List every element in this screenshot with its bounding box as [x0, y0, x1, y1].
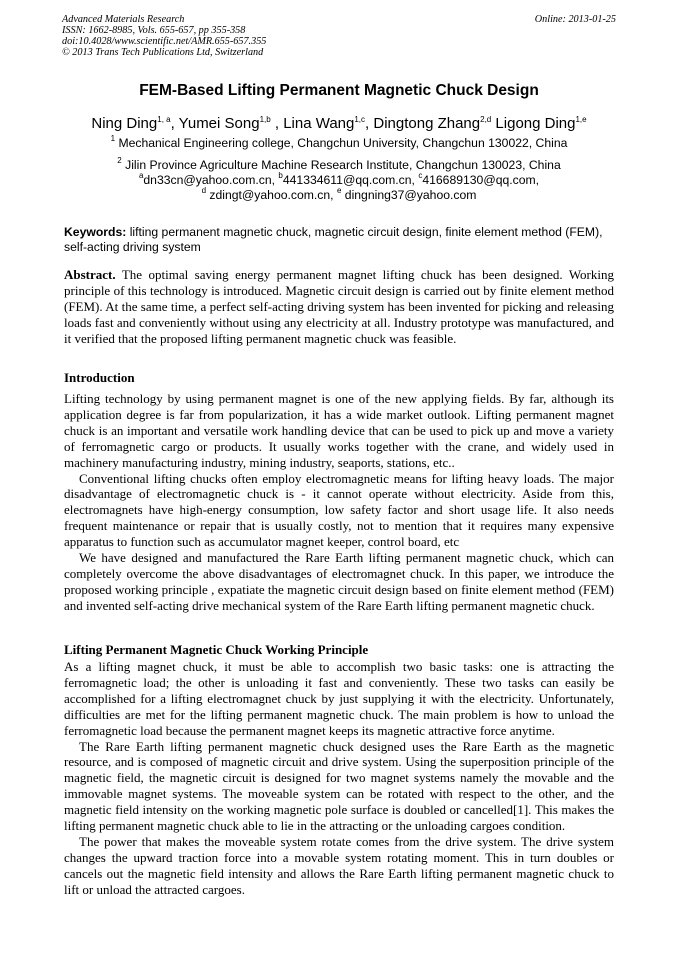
author-name: Ligong Ding: [495, 115, 576, 132]
author-sup: 1,e: [575, 115, 587, 124]
keywords-text: lifting permanent magnetic chuck, magnetic circuit design, finite element method (FEM), self-acting driving system: [64, 225, 603, 254]
email-sup: a: [138, 171, 144, 180]
abstract: [64, 267, 614, 347]
author-separator: ,: [170, 115, 179, 132]
email-address: dn33cn@yahoo.com.cn,: [143, 173, 279, 187]
paragraph: The power that makes the moveable system rotate comes from the drive system. The drive system changes the upward traction force into a movable system rotating moment. This in turn doubles or cancels out the magnetic field intensity and allows the Rare Earth lifting permanent magnetic chuck to lift or unload the attracted cargoes.: [64, 833, 614, 897]
affiliation-2: [0, 158, 678, 172]
email-sup: d: [201, 186, 207, 195]
journal-header: [62, 14, 616, 58]
email-line-1: [0, 173, 678, 187]
affiliation-sup: 1: [110, 134, 116, 143]
author-name: Lina Wang: [283, 115, 355, 132]
email-address: 441334611@qq.com.cn,: [282, 173, 419, 187]
author-name: Ning Ding: [91, 115, 158, 132]
paper-title: FEM-Based Lifting Permanent Magnetic Chuck Design: [139, 82, 539, 99]
email-address: 416689130@qq.com,: [422, 173, 540, 187]
online-date: Online: 2013-01-25: [534, 14, 616, 25]
email-sup: b: [278, 171, 283, 180]
journal-name: Advanced Materials Research: [62, 14, 185, 25]
section-heading-working-principle: Lifting Permanent Magnetic Chuck Working Principle: [64, 642, 369, 657]
affiliation-text: Mechanical Engineering college, Changchun University, Changchun 130022, China: [118, 136, 568, 150]
paragraph: Conventional lifting chucks often employ electromagnetic means for lifting heavy loads. The major disadvantage of electromagnetic chuck is - it cannot operate without electricity. Aside from this, electromagnets have high-energy consumption, low safety factor and short usage life. It also needs frequent maintenance or repair that is usually costly, not to mention that it requires many expensive apparatus to function such as accumulator magnet keeper, control board, etc: [64, 470, 614, 550]
author-separator: ,: [270, 115, 284, 132]
section-heading-introduction: Introduction: [64, 370, 135, 385]
author-sup: 1,b: [259, 115, 271, 124]
paragraph: We have designed and manufactured the Rare Earth lifting permanent magnetic chuck, which can completely overcome the above disadvantages of electromagnet chuck. In this paper, we introduce the proposed working principle , expatiate the magnetic circuit design based on finite element method (FEM) and invented self-acting drive mechanical system of the Rare Earth lifting permanent magnetic chuck.: [64, 550, 614, 613]
keywords-label: Keywords:: [64, 225, 127, 239]
paragraph: Lifting technology by using permanent magnet is one of the new applying fields. By far, although its application degree is far from popularization, it has a wide market outlook. Lifting permanent magnet chuck is an important and versatile work handling device that can be used to pick up and move a variety of ferromagnetic cargo or products. It usually works together with the crane, and widely used in machinery manufacturing industry, mining industry, seaports, stations, etc..: [64, 391, 614, 470]
author-list: [0, 115, 678, 132]
affiliation-text: Jilin Province Agriculture Machine Research Institute, Changchun 130023, China: [125, 158, 561, 172]
email-sup: c: [418, 171, 423, 180]
email-address: zdingt@yahoo.com.cn,: [206, 188, 337, 202]
email-sup: e: [336, 186, 342, 195]
author-sup: 2,d: [480, 115, 492, 124]
author-sup: 1,c: [354, 115, 366, 124]
paragraph: The Rare Earth lifting permanent magnetic chuck designed uses the Rare Earth as the magnetic resource, and is composed of magnetic circuit and drive system. Using the superposition principle of the magnetic field, the magnetic circuit is designed for two magnet systems namely the movable and the immovable magnet systems. The moveable system can be rotated with respect to the other, and the magnetic field intensity on the working magnetic pole surface is doubled or cancelled[1]. This makes the lifting permanent magnetic chuck able to lie in the attracting or the unloading cargoes condition.: [64, 738, 614, 834]
doi-line: doi:10.4028/www.scientific.net/AMR.655-657.355: [62, 36, 267, 47]
affiliation-1: [0, 136, 678, 150]
affiliation-sup: 2: [117, 156, 122, 165]
author-sup: 1, a: [157, 115, 171, 124]
principle-body: [64, 659, 614, 898]
author-name: Dingtong Zhang: [373, 115, 481, 132]
email-line-2: [0, 188, 678, 202]
author-name: Yumei Song: [178, 115, 260, 132]
abstract-text: The optimal saving energy permanent magnet lifting chuck has been designed. Working principle of this technology is introduced. Magnetic circuit design is carried out by finite element method (FEM). At the same time, a perfect self-acting driving system has been invented for picking and releasing loads fast and conveniently without using any electricity at all. Industry prototype was manufactured, and it verified that the proposed lifting permanent magnetic chuck was feasible.: [64, 267, 614, 346]
keywords: [64, 225, 616, 255]
author-separator: ,: [365, 115, 374, 132]
abstract-label: Abstract.: [64, 267, 116, 282]
introduction-body: [64, 391, 614, 614]
issn-line: ISSN: 1662-8985, Vols. 655-657, pp 355-358: [62, 25, 246, 36]
copyright-line: © 2013 Trans Tech Publications Ltd, Switzerland: [62, 47, 264, 58]
email-address: dingning37@yahoo.com: [341, 188, 477, 202]
paragraph: As a lifting magnet chuck, it must be able to accomplish two basic tasks: one is attracting the ferromagnetic load; the other is unloading it fast and conveniently. These two tasks can easily be accomplished for a lifting electromagnet chuck by just supplying it with the electricity. Unfortunately, difficulties are met for the lifting permanent magnetic chuck. The main problem is how to unload the ferromagnetic load because the permanent magnet keeps its magnetic attractive force anytime.: [64, 659, 614, 738]
